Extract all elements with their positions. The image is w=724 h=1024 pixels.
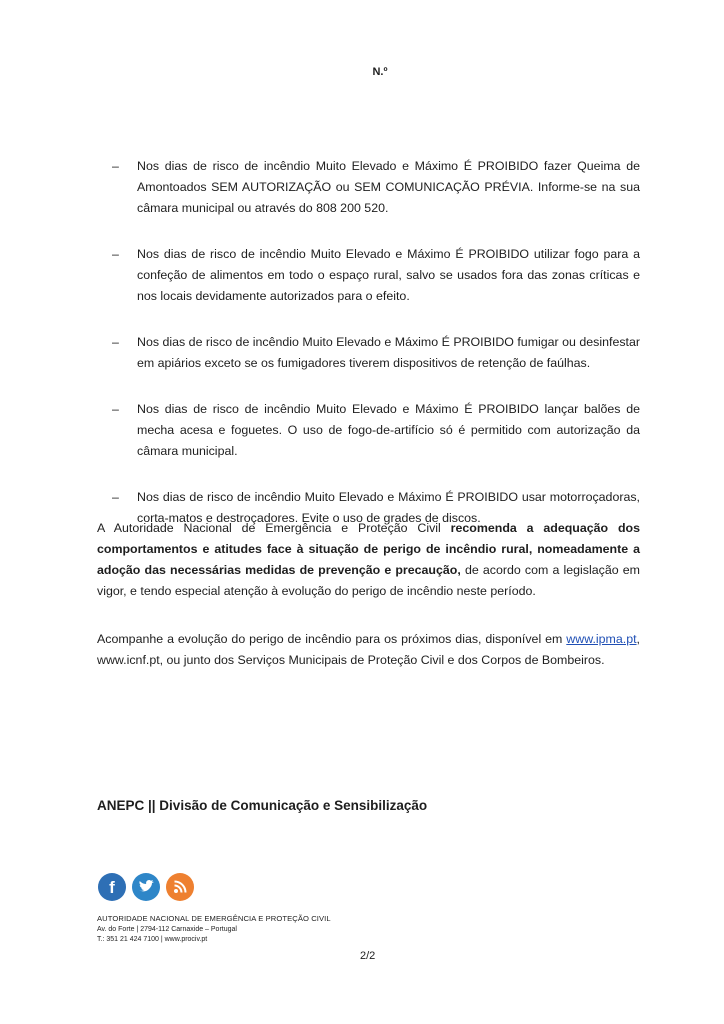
footer-org: AUTORIDADE NACIONAL DE EMERGÊNCIA E PROTEÇÃO CIVIL <box>97 914 331 923</box>
list-dash: – <box>112 247 119 261</box>
list-dash: – <box>112 159 119 173</box>
paragraph-intro: Acompanhe a evolução do perigo de incêndio para os próximos dias, disponível em <box>97 632 567 646</box>
list-dash: – <box>112 402 119 416</box>
list-item <box>112 244 640 307</box>
paragraph-intro: A Autoridade Nacional de Emergência e Proteção Civil <box>97 521 451 535</box>
paragraph-emphasis: recomenda a adequação dos comportamentos e atitudes face à situação de perigo de incêndio rural, nomeadamente a adoção das necessárias medidas de prevenção e precaução, <box>97 521 640 577</box>
signature: ANEPC || Divisão de Comunicação e Sensibilização <box>97 798 428 813</box>
svg-text:f: f <box>109 878 115 897</box>
list-item-text: Nos dias de risco de incêndio Muito Elevado e Máximo É PROIBIDO fazer Queima de Amontoados SEM AUTORIZAÇÃO ou SEM COMUNICAÇÃO PRÉVIA. Informe-se na sua câmara municipal ou através do 808 200 520. <box>137 159 640 215</box>
footer <box>97 914 331 946</box>
list-dash: – <box>112 490 119 504</box>
footer-contact: T.: 351 21 424 7100 | www.prociv.pt <box>97 936 208 943</box>
prohibitions-list <box>112 156 640 554</box>
footer-address: Av. do Forte | 2794-112 Carnaxide – Portugal <box>97 925 237 933</box>
list-item <box>112 399 640 462</box>
recommendation-paragraph <box>97 518 640 602</box>
twitter-icon[interactable] <box>132 873 160 901</box>
list-item-text: Nos dias de risco de incêndio Muito Elevado e Máximo É PROIBIDO utilizar fogo para a confeção de alimentos em todo o espaço rural, salvo se usados fora das zonas críticas e nos locais devidamente autorizados para o efeito. <box>137 247 640 303</box>
list-item-text: Nos dias de risco de incêndio Muito Elevado e Máximo É PROIBIDO lançar balões de mecha acesa e foguetes. O uso de fogo-de-artifício só é permitido com autorização da câmara municipal. <box>137 402 640 458</box>
paragraph-rest: , www.icnf.pt, ou junto dos Serviços Municipais de Proteção Civil e dos Corpos de Bombeiros. <box>97 632 640 667</box>
page-count: 2/2 <box>360 950 376 962</box>
list-item-text: Nos dias de risco de incêndio Muito Elevado e Máximo É PROIBIDO usar motorroçadoras, corta-matos e destroçadores. Evite o uso de grades de discos. <box>137 490 640 525</box>
list-item <box>112 156 640 219</box>
paragraph-rest: de acordo com a legislação em vigor, e tendo especial atenção à evolução do perigo de incêndio neste período. <box>97 563 640 598</box>
facebook-icon[interactable] <box>98 873 126 901</box>
ipma-link[interactable]: www.ipma.pt <box>566 632 637 646</box>
list-dash: – <box>112 335 119 349</box>
list-item-text: Nos dias de risco de incêndio Muito Elevado e Máximo É PROIBIDO fumigar ou desinfestar em apiários exceto se os fumigadores tiverem dispositivos de retenção de faúlhas. <box>137 335 640 370</box>
rss-icon[interactable] <box>166 873 194 901</box>
list-item <box>112 332 640 374</box>
document-number-label: N.º <box>372 66 388 78</box>
follow-up-paragraph <box>97 629 640 671</box>
social-icons <box>98 873 194 901</box>
